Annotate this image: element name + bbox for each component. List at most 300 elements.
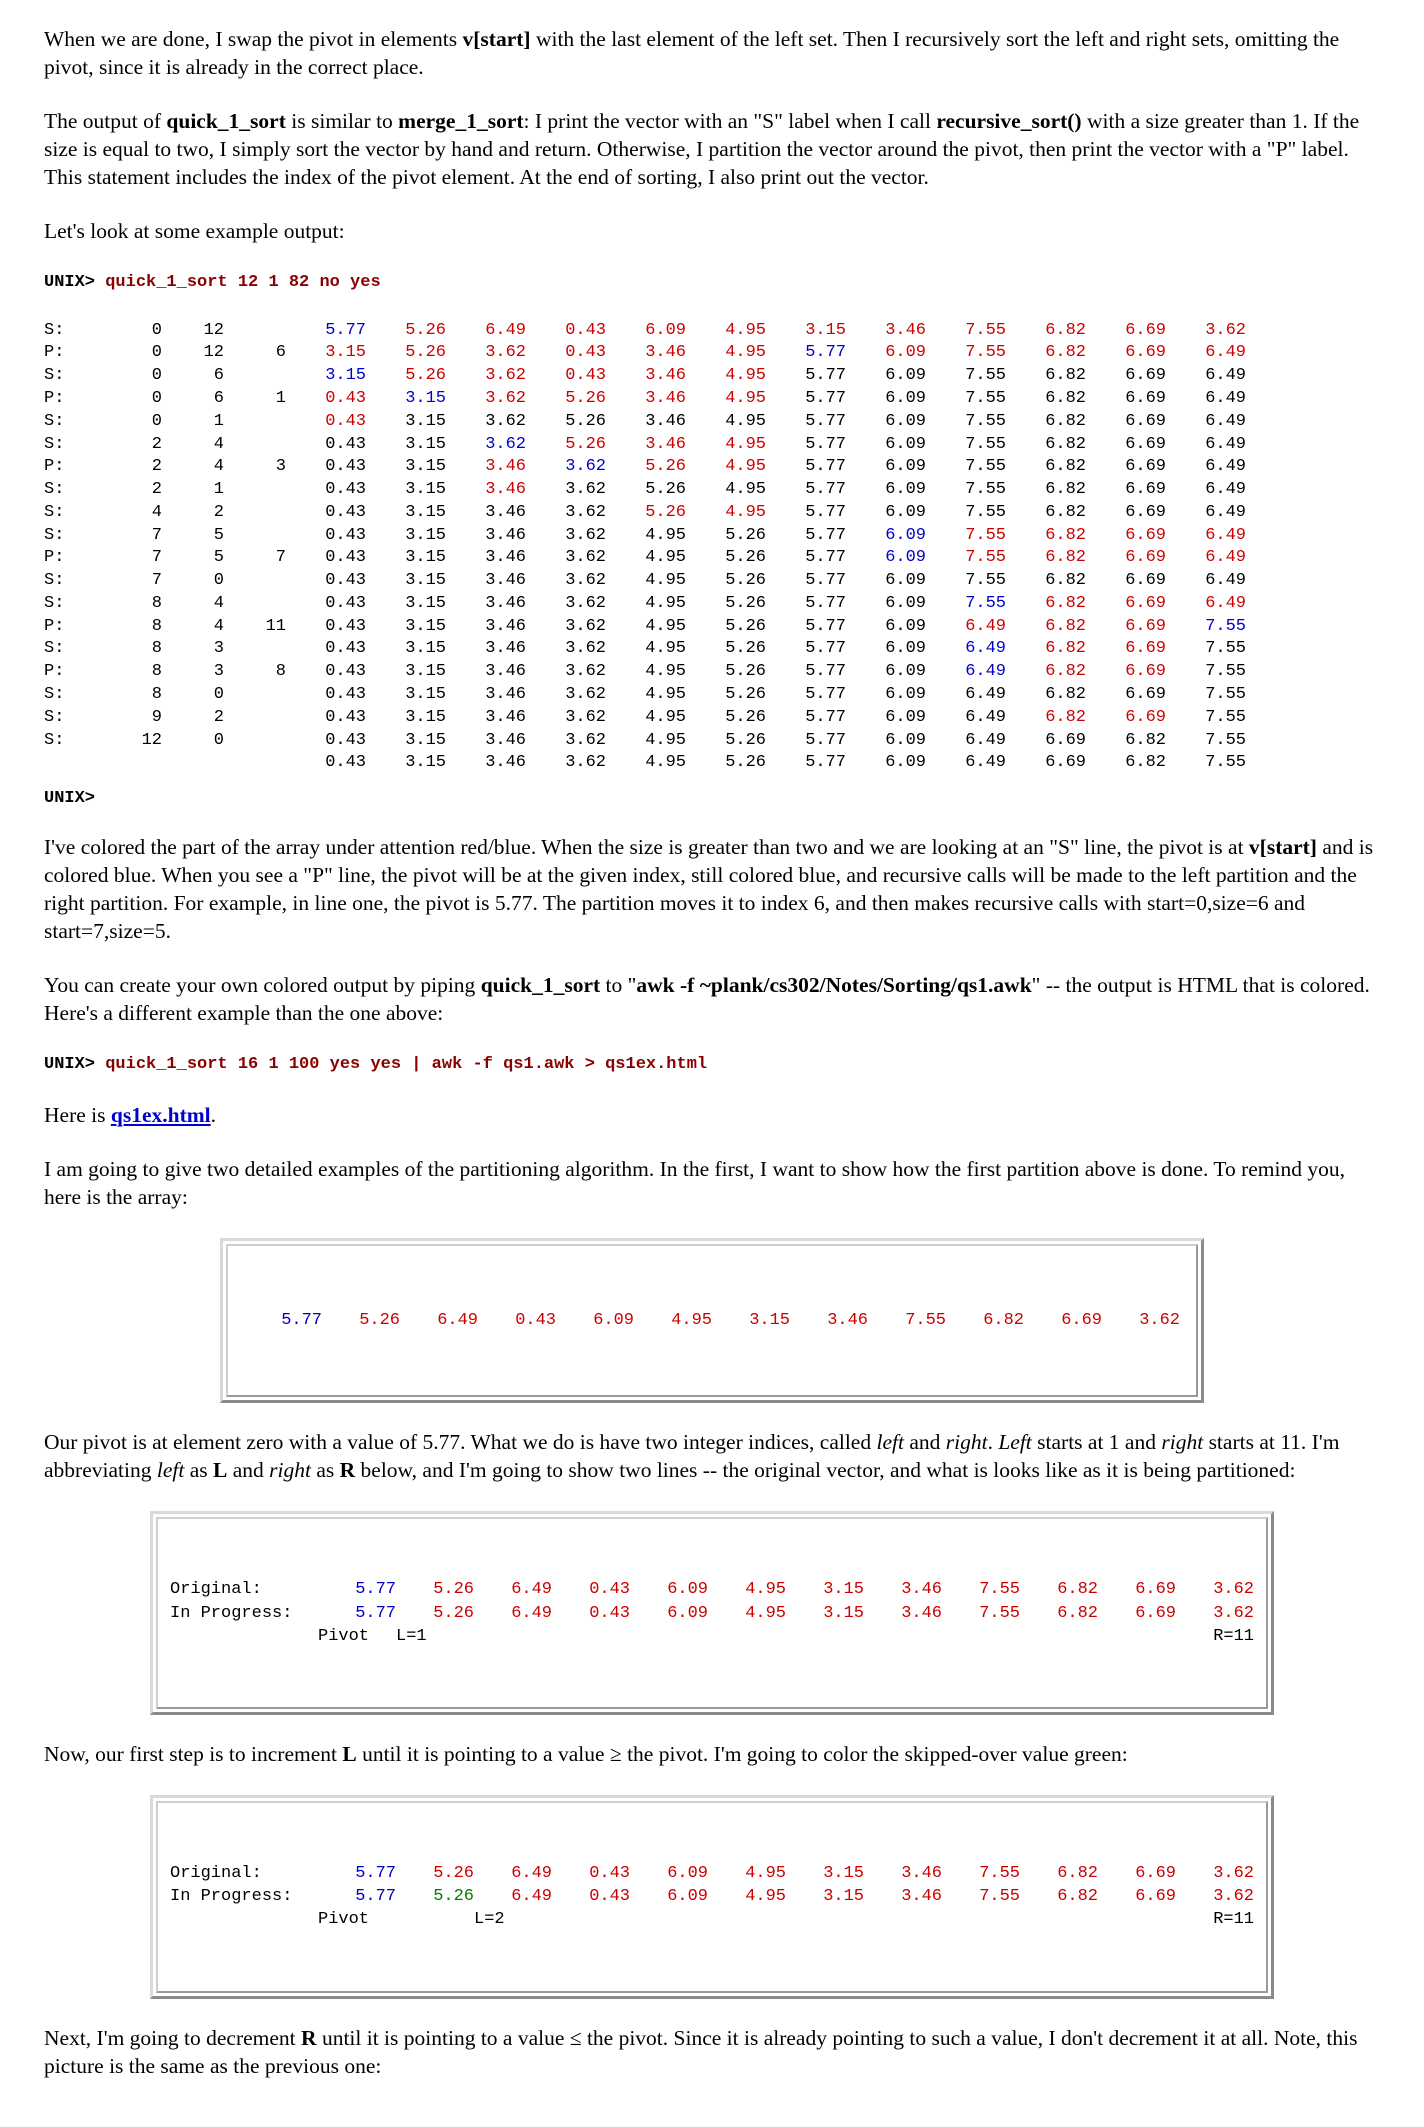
trace-value: 6.49 (1205, 571, 1246, 591)
trace-value: 5.77 (805, 662, 846, 682)
array-figure-wrap (44, 1238, 1380, 1404)
trace-value: 0.43 (325, 593, 366, 613)
trace-value: 6.09 (885, 548, 926, 568)
trace-value: 3.46 (645, 343, 686, 363)
trace-value: 6.69 (1125, 662, 1166, 682)
partition-value: 4.95 (745, 1580, 786, 1600)
partition-value: 6.82 (1057, 1580, 1098, 1600)
trace-value: 7.55 (965, 480, 1006, 500)
trace-start: 2 (151, 480, 162, 500)
trace-value: 7.55 (965, 593, 1006, 613)
partition-value: 6.09 (667, 1580, 708, 1600)
trace-value: 6.69 (1125, 593, 1166, 613)
inline-code-vstart: v[start] (462, 27, 531, 51)
trace-value: 5.26 (725, 707, 766, 727)
emph-L-2: L (342, 1742, 357, 1766)
array-value: 6.49 (437, 1310, 478, 1330)
marker-empty (942, 1625, 1020, 1648)
trace-size: 2 (213, 707, 224, 727)
trace-size: 1 (213, 411, 224, 431)
paragraph-example-intro (44, 218, 1380, 246)
partition-value: 6.09 (667, 1887, 708, 1907)
trace-value: 0.43 (325, 707, 366, 727)
trace-value: 6.49 (1205, 434, 1246, 454)
partition-value: 3.15 (823, 1603, 864, 1623)
text-run: as (184, 1458, 213, 1483)
emph-left-2: left (156, 1458, 185, 1483)
trace-value: 6.09 (885, 480, 926, 500)
trace-value: 6.69 (1125, 616, 1166, 636)
trace-value: 5.26 (725, 730, 766, 750)
trace-value: 6.09 (885, 434, 926, 454)
text-run: Here is (44, 1102, 111, 1127)
trace-value: 4.95 (645, 753, 686, 773)
partition-value: 0.43 (589, 1603, 630, 1623)
trace-value: 6.49 (1205, 548, 1246, 568)
partition-figure-1-wrap (44, 1511, 1380, 1715)
trace-value: 3.62 (565, 457, 606, 477)
shell-prompt: UNIX> (44, 272, 106, 292)
trace-value: 6.49 (1205, 389, 1246, 409)
partition-value: 6.82 (1057, 1864, 1098, 1884)
trace-value: 7.55 (1205, 707, 1246, 727)
trace-value: 6.09 (885, 525, 926, 545)
text-run: and (903, 1430, 946, 1455)
trace-value: 6.69 (1125, 639, 1166, 659)
trace-label: S: (44, 366, 65, 386)
trace-label: S: (44, 525, 65, 545)
trace-value: 5.77 (805, 616, 846, 636)
trace-value: 4.95 (725, 343, 766, 363)
trace-value: 0.43 (325, 616, 366, 636)
partition-value: 0.43 (589, 1864, 630, 1884)
partition-value: 5.26 (433, 1887, 474, 1907)
trace-value: 3.62 (485, 411, 526, 431)
marker-spacer (170, 1908, 318, 1931)
trace-start: 7 (151, 548, 162, 568)
trace-label: S: (44, 593, 65, 613)
trace-size: 6 (213, 389, 224, 409)
trace-value: 7.55 (1205, 662, 1246, 682)
trace-pivot-index (224, 479, 286, 502)
trace-pivot-index (224, 320, 286, 343)
trace-value: 3.15 (405, 525, 446, 545)
trace-value: 6.69 (1125, 571, 1166, 591)
array-value: 4.95 (671, 1310, 712, 1330)
array-value: 6.09 (593, 1310, 634, 1330)
partition-value: 3.15 (823, 1580, 864, 1600)
trace-value: 5.26 (725, 662, 766, 682)
inline-code-vstart-2: v[start] (1248, 835, 1317, 860)
partition-value: 6.09 (667, 1864, 708, 1884)
trace-value: 4.95 (725, 366, 766, 386)
partition-value: 3.62 (1213, 1580, 1254, 1600)
trace-value: 5.77 (805, 434, 846, 454)
shell-command-2: quick_1_sort 16 1 100 yes yes | awk -f qs1.awk > qs1ex.html (105, 1054, 708, 1074)
text-run: . (987, 1430, 999, 1455)
trace-label: P: (44, 548, 65, 568)
trace-value: 3.46 (645, 411, 686, 431)
trace-value: 7.55 (1205, 616, 1246, 636)
partition-label-original: Original: (170, 1864, 262, 1884)
trace-value: 6.09 (885, 662, 926, 682)
trace-value: 3.62 (565, 707, 606, 727)
trace-pivot-index (224, 525, 286, 548)
partition-figure-2-table (170, 1862, 1254, 1931)
trace-value: 3.46 (885, 320, 926, 340)
trace-value: 5.77 (805, 730, 846, 750)
trace-value: 5.77 (805, 480, 846, 500)
trace-value: 6.82 (1045, 593, 1086, 613)
trace-value: 3.46 (485, 684, 526, 704)
trace-value: 6.82 (1045, 480, 1086, 500)
trace-value: 5.77 (805, 366, 846, 386)
trace-start: 8 (151, 662, 162, 682)
shell-prompt-2: UNIX> (44, 1054, 106, 1074)
trace-label (44, 752, 100, 775)
trace-value: 7.55 (965, 366, 1006, 386)
trace-value: 3.62 (565, 502, 606, 522)
trace-value: 0.43 (325, 389, 366, 409)
paragraph-qs1ex-link (44, 1102, 1380, 1130)
trace-value: 6.82 (1045, 571, 1086, 591)
partition-value: 5.26 (433, 1864, 474, 1884)
partition-value: 6.69 (1135, 1603, 1176, 1623)
shell-command: quick_1_sort 12 1 82 no yes (105, 272, 381, 292)
trace-value: 5.26 (725, 548, 766, 568)
trace-row (44, 365, 1246, 388)
trace-value: 6.49 (965, 707, 1006, 727)
trace-value: 3.15 (405, 730, 446, 750)
trace-value: 4.95 (645, 548, 686, 568)
trace-value: 7.55 (965, 548, 1006, 568)
inline-code-recursivesort: recursive_sort() (936, 108, 1082, 133)
trace-value: 7.55 (965, 389, 1006, 409)
trace-value: 6.69 (1125, 411, 1166, 431)
terminal-prompt-end: UNIX> (44, 789, 96, 809)
trace-value: 0.43 (325, 480, 366, 500)
trace-value: 0.43 (325, 525, 366, 545)
marker-pivot: Pivot (318, 1626, 370, 1646)
trace-value: 3.62 (485, 343, 526, 363)
trace-value: 5.26 (645, 480, 686, 500)
trace-value: 3.62 (485, 366, 526, 386)
marker-empty (1020, 1625, 1098, 1648)
trace-value: 6.49 (1205, 525, 1246, 545)
trace-row (44, 502, 1246, 525)
marker-empty (1020, 1908, 1098, 1931)
emph-L: L (212, 1458, 228, 1483)
trace-value: 5.77 (805, 389, 846, 409)
trace-value: 6.82 (1045, 434, 1086, 454)
paragraph-swap-pivot (44, 26, 1380, 82)
trace-start: 12 (141, 730, 162, 750)
trace-row (44, 434, 1246, 457)
trace-value: 6.69 (1125, 525, 1166, 545)
partition-value: 5.77 (355, 1580, 396, 1600)
trace-value: 4.95 (725, 389, 766, 409)
paragraph-increment-L (44, 1741, 1380, 1769)
trace-value: 6.49 (1205, 480, 1246, 500)
array-value: 0.43 (515, 1310, 556, 1330)
partition-value: 4.95 (745, 1887, 786, 1907)
partition-value: 7.55 (979, 1864, 1020, 1884)
trace-value: 3.62 (565, 616, 606, 636)
trace-value: 3.15 (325, 366, 366, 386)
trace-start: 8 (151, 684, 162, 704)
partition-row (170, 1862, 1254, 1885)
marker-empty (786, 1908, 864, 1931)
trace-row (44, 456, 1246, 479)
trace-value: 7.55 (965, 525, 1006, 545)
trace-value: 6.09 (645, 320, 686, 340)
trace-value: 6.09 (885, 639, 926, 659)
emph-left: left (876, 1430, 904, 1455)
trace-value: 5.77 (805, 502, 846, 522)
trace-value: 3.46 (485, 571, 526, 591)
marker-empty (1098, 1625, 1176, 1648)
partition-figure-1-inner (156, 1517, 1268, 1709)
trace-value: 3.62 (1205, 320, 1246, 340)
trace-value: 5.26 (725, 616, 766, 636)
trace-value: 7.55 (965, 320, 1006, 340)
trace-value: 5.77 (805, 343, 846, 363)
trace-value: 3.15 (405, 753, 446, 773)
trace-value: 3.46 (485, 616, 526, 636)
trace-value: 5.77 (805, 457, 846, 477)
text-run: The output of (44, 108, 167, 133)
trace-label: S: (44, 639, 65, 659)
marker-pivot: Pivot (318, 1910, 370, 1930)
trace-label: S: (44, 480, 65, 500)
partition-label-inprogress: In Progress: (170, 1603, 293, 1623)
text-run: : I print the vector with an "S" label when I call (523, 108, 937, 133)
trace-value: 0.43 (325, 662, 366, 682)
partition-value: 6.49 (511, 1603, 552, 1623)
trace-value: 3.15 (325, 343, 366, 363)
inline-code-awk-command: awk -f ~plank/cs302/Notes/Sorting/qs1.awk (636, 972, 1032, 997)
trace-value: 0.43 (325, 571, 366, 591)
trace-value: 7.55 (1205, 684, 1246, 704)
trace-value: 6.09 (885, 707, 926, 727)
trace-value: 6.82 (1045, 662, 1086, 682)
trace-value: 6.82 (1045, 525, 1086, 545)
trace-value: 6.09 (885, 343, 926, 363)
trace-row (44, 411, 1246, 434)
trace-pivot-index (224, 752, 286, 775)
trace-value: 0.43 (565, 343, 606, 363)
trace-size: 3 (213, 662, 224, 682)
trace-value: 0.43 (565, 366, 606, 386)
trace-row (44, 547, 1246, 570)
qs1ex-html-link[interactable]: qs1ex.html (110, 1102, 211, 1127)
marker-empty (708, 1625, 786, 1648)
trace-value: 6.09 (885, 411, 926, 431)
trace-value: 3.62 (565, 593, 606, 613)
trace-value: 3.62 (485, 389, 526, 409)
partition-value: 5.77 (355, 1603, 396, 1623)
trace-value: 3.46 (485, 525, 526, 545)
trace-value: 7.55 (1205, 730, 1246, 750)
trace-size: 12 (203, 343, 224, 363)
partition-value: 6.69 (1135, 1864, 1176, 1884)
trace-value: 3.46 (485, 707, 526, 727)
paragraph-partition-examples-intro (44, 1156, 1380, 1212)
trace-value: 0.43 (325, 457, 366, 477)
trace-value: 7.55 (1205, 753, 1246, 773)
partition-row (170, 1885, 1254, 1908)
array-figure-table (244, 1309, 1180, 1332)
array-value: 7.55 (905, 1310, 946, 1330)
trace-size: 4 (213, 457, 224, 477)
trace-start: 4 (151, 502, 162, 522)
trace-pivot-index: 7 (275, 548, 286, 568)
trace-value: 6.82 (1045, 684, 1086, 704)
marker-empty (396, 1908, 474, 1931)
marker-empty (1098, 1908, 1176, 1931)
trace-value: 6.69 (1125, 684, 1166, 704)
trace-value: 0.43 (325, 502, 366, 522)
partition-value: 6.49 (511, 1580, 552, 1600)
partition-value: 5.77 (355, 1887, 396, 1907)
marker-left: L=1 (396, 1626, 427, 1646)
partition-value: 3.62 (1213, 1603, 1254, 1623)
partition-value: 6.49 (511, 1864, 552, 1884)
trace-value: 4.95 (645, 662, 686, 682)
trace-value: 6.09 (885, 753, 926, 773)
trace-value: 3.15 (405, 411, 446, 431)
trace-start: 7 (151, 525, 162, 545)
paragraph-coloring-explanation (44, 834, 1380, 946)
partition-marker-row (170, 1625, 1254, 1648)
trace-start: 0 (151, 343, 162, 363)
terminal-command-line-2 (44, 1054, 1380, 1076)
partition-label-original: Original: (170, 1580, 262, 1600)
paragraph-decrement-R (44, 2025, 1380, 2081)
marker-empty (864, 1625, 942, 1648)
text-run: Now, our first step is to increment (44, 1742, 343, 1766)
array-value: 3.46 (827, 1310, 868, 1330)
trace-value: 4.95 (645, 616, 686, 636)
trace-value: 3.46 (485, 593, 526, 613)
trace-start: 0 (151, 320, 162, 340)
text-run: until it is pointing to a value ≥ the pivot. I'm going to color the skipped-over value green: (356, 1742, 1128, 1766)
marker-empty (708, 1908, 786, 1931)
text-run: and (227, 1458, 270, 1483)
trace-value: 3.46 (485, 457, 526, 477)
trace-pivot-index (224, 638, 286, 661)
trace-value: 5.77 (805, 684, 846, 704)
trace-start: 0 (151, 366, 162, 386)
text-run: as (310, 1458, 340, 1483)
partition-value: 6.82 (1057, 1887, 1098, 1907)
trace-value: 4.95 (645, 684, 686, 704)
trace-value: 6.49 (1205, 411, 1246, 431)
trace-start: 8 (151, 639, 162, 659)
trace-value: 6.69 (1125, 389, 1166, 409)
trace-value: 5.26 (725, 571, 766, 591)
trace-label: S: (44, 320, 65, 340)
trace-value: 6.09 (885, 366, 926, 386)
partition-value: 3.15 (823, 1887, 864, 1907)
trace-value: 6.82 (1045, 502, 1086, 522)
trace-size: 1 (213, 480, 224, 500)
trace-label: S: (44, 730, 65, 750)
trace-value: 4.95 (725, 320, 766, 340)
text-run: I've colored the part of the array under attention red/blue. When the size is greater than two and we are looking at an "S" line, the pivot is at (44, 835, 1249, 860)
terminal-command-line-1 (44, 272, 1380, 294)
trace-value: 6.49 (1205, 502, 1246, 522)
trace-value: 6.82 (1045, 343, 1086, 363)
text-run: I am going to give two detailed examples of the partitioning algorithm. In the first, I want to show how the first partition above is done. To remind you, here is the array: (44, 1156, 1345, 1209)
trace-value: 6.82 (1045, 411, 1086, 431)
trace-size: 4 (213, 616, 224, 636)
partition-figure-1-frame (150, 1511, 1274, 1715)
trace-size: 5 (213, 525, 224, 545)
trace-value: 3.62 (565, 639, 606, 659)
trace-value: 4.95 (725, 434, 766, 454)
trace-value: 6.82 (1045, 639, 1086, 659)
trace-row (44, 388, 1246, 411)
trace-value: 5.26 (405, 320, 446, 340)
paragraph-output-description (44, 108, 1380, 192)
emph-right: right (945, 1430, 988, 1455)
trace-start: 8 (151, 616, 162, 636)
trace-value: 6.69 (1045, 753, 1086, 773)
marker-empty (630, 1625, 708, 1648)
partition-value: 3.62 (1213, 1864, 1254, 1884)
trace-start: 7 (151, 571, 162, 591)
trace-value: 6.82 (1045, 366, 1086, 386)
array-value: 3.15 (749, 1310, 790, 1330)
trace-value: 5.77 (805, 525, 846, 545)
trace-pivot-index (224, 707, 286, 730)
trace-start (100, 752, 162, 775)
array-value: 5.26 (359, 1310, 400, 1330)
array-value: 6.69 (1061, 1310, 1102, 1330)
text-run: Let's look at some example output: (44, 218, 345, 243)
trace-pivot-index (224, 434, 286, 457)
trace-value: 4.95 (725, 457, 766, 477)
trace-value: 5.26 (565, 389, 606, 409)
trace-value: 0.43 (325, 411, 366, 431)
trace-row (44, 616, 1246, 639)
trace-value: 3.15 (405, 707, 446, 727)
trace-value: 3.62 (565, 662, 606, 682)
trace-label: P: (44, 457, 65, 477)
trace-value: 5.26 (725, 639, 766, 659)
partition-value: 7.55 (979, 1603, 1020, 1623)
marker-empty (786, 1625, 864, 1648)
partition-value: 4.95 (745, 1603, 786, 1623)
array-figure-inner (226, 1244, 1198, 1398)
partition-value: 3.62 (1213, 1887, 1254, 1907)
trace-start: 9 (151, 707, 162, 727)
trace-value: 4.95 (645, 730, 686, 750)
trace-value: 6.82 (1045, 548, 1086, 568)
trace-size: 4 (213, 434, 224, 454)
trace-start: 8 (151, 593, 162, 613)
trace-row (44, 661, 1246, 684)
trace-value: 0.43 (325, 730, 366, 750)
trace-value: 5.77 (805, 411, 846, 431)
trace-value: 6.69 (1125, 320, 1166, 340)
trace-value: 5.26 (405, 343, 446, 363)
trace-value: 3.62 (565, 730, 606, 750)
trace-value: 4.95 (645, 593, 686, 613)
partition-value: 6.82 (1057, 1603, 1098, 1623)
trace-value: 3.62 (565, 480, 606, 500)
